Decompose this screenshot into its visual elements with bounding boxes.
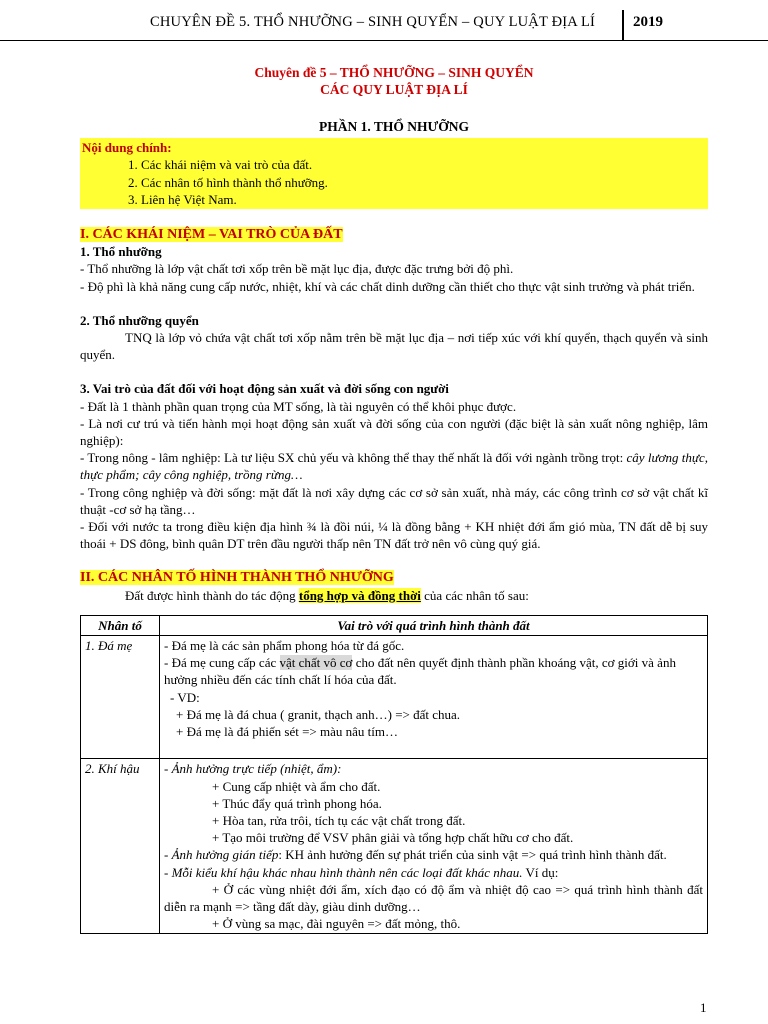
main-content-box — [80, 138, 708, 209]
cell-text: Ví dụ: — [522, 864, 559, 880]
part-title: PHẦN 1. THỔ NHƯỠNG — [318, 119, 469, 134]
factor-cell: 2. Khí hậu — [81, 759, 160, 934]
paragraph: - Độ phì là khả năng cung cấp nước, nhiệt, khí và các chất dinh dưỡng cần thiết cho thực vật sinh trưởng và phát triển. — [80, 278, 695, 294]
cell-line: - Đá mẹ là các sản phẩm phong hóa từ đá gốc. — [164, 638, 405, 654]
section2-title-text: II. CÁC NHÂN TỐ HÌNH THÀNH THỔ NHƯỠNG — [80, 570, 394, 586]
section2-intro — [80, 587, 708, 604]
cell-italic-text: - Mỗi kiểu khí hậu khác nhau hình thành nên các loại đất khác nhau. — [164, 864, 523, 880]
page-number: 1 — [700, 1000, 707, 1015]
paragraph: - Đối với nước ta trong điều kiện địa hình ¾ là đồi núi, ¼ là đồng bằng + KH nhiệt đới ẩm gió mùa, TN đất dễ bị suy thoái + DS đông, bình quân DT trên đầu người thấp nên TN đất trở nên vô cùng quý giá. — [80, 519, 708, 552]
section1-sub1-title: 1. Thổ nhưỡng — [80, 244, 162, 260]
role-cell — [160, 636, 708, 759]
cell-line: + Cung cấp nhiệt và ẩm cho đất. — [212, 778, 381, 794]
role-cell — [160, 759, 708, 934]
factor-cell: 1. Đá mẹ — [81, 636, 160, 759]
table-header-row — [81, 615, 708, 635]
main-content-item: 3. Liên hệ Việt Nam. — [128, 191, 237, 207]
paragraph: - Đất là 1 thành phần quan trọng của MT sống, là tài nguyên có thể khôi phục được. — [80, 398, 517, 414]
cell-line: + Đá mẹ là đá phiến sét => màu nâu tím… — [176, 724, 398, 740]
paragraph: - Trong công nghiệp và đời sống: mặt đất là nơi xây dựng các cơ sở sản xuất, nhà máy, các công trình cơ sở vật chất kĩ thuật -cơ sở hạ tầng… — [80, 484, 708, 517]
document-body — [80, 64, 708, 934]
cell-line: + Đá mẹ là đá chua ( granit, thạch anh…) => đất chua. — [176, 706, 461, 722]
cell-text: - Đá mẹ cung cấp các — [164, 655, 280, 671]
intro-highlight: tổng hợp và đồng thời — [298, 587, 421, 603]
paragraph-text: - Trong nông - lâm nghiệp: Là tư liệu SX chủ yếu và không thể thay thế nhất là đối với ngành trồng trọt: — [80, 450, 627, 466]
main-content-item: 1. Các khái niệm và vai trò của đất. — [128, 157, 313, 173]
cell-text: : KH ảnh hưởng đến sự phát triển của sinh vật => quá trình hình thành đất. — [278, 847, 667, 863]
section1-sub3-title: 3. Vai trò của đất đối với hoạt động sản xuất và đời sống con người — [80, 381, 449, 397]
page-header — [0, 10, 768, 41]
cell-line — [164, 864, 703, 881]
document-title-line1: Chuyên đề 5 – THỔ NHƯỠNG – SINH QUYỂN — [254, 65, 534, 80]
cell-italic-text: - Ảnh hưởng gián tiếp — [164, 847, 279, 863]
section1-title — [80, 226, 708, 243]
paragraph: - Là nơi cư trú và tiến hành mọi hoạt động sản xuất và đời sống của con người (đặc biệt là sản xuất nông nghiệp, lâm nghiệp): — [80, 415, 708, 449]
document-title — [80, 64, 708, 98]
intro-text: Đất được hình thành do tác động — [125, 587, 299, 603]
header-title: CHUYÊN ĐỀ 5. THỔ NHƯỠNG – SINH QUYỂN – QUY LUẬT ĐỊA LÍ — [150, 14, 596, 30]
table-header-role: Vai trò với quá trình hình thành đất — [160, 615, 708, 635]
cell-text: cho đất nên quyết định thành phần khoáng vật, cơ giới và ảnh hưởng nhiều đến các tính chất lí hóa của đất. — [164, 655, 676, 688]
header-divider — [622, 10, 624, 40]
cell-italic-text: - Ảnh hưởng trực tiếp (nhiệt, ẩm): — [164, 761, 342, 777]
cell-line — [164, 654, 703, 688]
paragraph: - Thổ nhưỡng là lớp vật chất tơi xốp trên bề mặt lục địa, được đặc trưng bởi độ phì. — [80, 261, 514, 277]
cell-line: - VD: — [170, 689, 200, 705]
cell-highlight: vật chất vô cơ — [279, 655, 353, 671]
paragraph: TNQ là lớp vỏ chứa vật chất tơi xốp nằm trên bề mặt lục địa – nơi tiếp xúc với khí quyển, thạch quyển và sinh quyển. — [80, 330, 708, 363]
cell-line — [164, 846, 703, 863]
paragraph — [80, 449, 708, 483]
document-title-line2: CÁC QUY LUẬT ĐỊA LÍ — [320, 82, 468, 97]
section1-sub2-title: 2. Thổ nhưỡng quyển — [80, 312, 199, 328]
factors-table — [80, 615, 708, 934]
intro-text: của các nhân tố sau: — [420, 587, 529, 603]
cell-line: + Ở vùng sa mạc, đài nguyên => đất mỏng, thô. — [212, 916, 461, 932]
section2-title — [80, 569, 708, 586]
main-content-item: 2. Các nhân tố hình thành thổ nhưỡng. — [128, 174, 328, 190]
cell-line: + Tạo môi trường để VSV phân giải và tổng hợp chất hữu cơ cho đất. — [212, 830, 574, 846]
paragraph-italic-text: cây lương thực, thực phẩm; cây công nghiệp, trồng rừng… — [80, 450, 708, 483]
cell-line: + Thúc đẩy quá trình phong hóa. — [212, 795, 382, 811]
main-content-label: Nội dung chính: — [82, 140, 172, 156]
section1-title-text: I. CÁC KHÁI NIỆM – VAI TRÒ CỦA ĐẤT — [80, 227, 343, 243]
cell-line: + Hòa tan, rửa trôi, tích tụ các vật chất trong đất. — [212, 812, 466, 828]
table-header-factor: Nhân tố — [81, 615, 160, 635]
cell-line — [164, 760, 703, 777]
header-year: 2019 — [633, 14, 663, 30]
table-row — [81, 636, 708, 759]
cell-line: + Ở các vùng nhiệt đới ẩm, xích đạo có độ ẩm và nhiệt độ cao => quá trình hình thành đất diễn ra mạnh => tầng đất dày, giàu dinh dưỡng… — [164, 881, 703, 914]
table-row — [81, 759, 708, 934]
